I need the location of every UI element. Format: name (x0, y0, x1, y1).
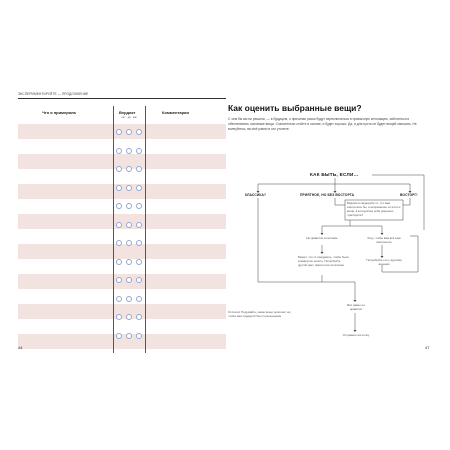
col-header-verdict-sub: нет · да · как (121, 116, 137, 119)
page-number-left: 44 (18, 345, 23, 350)
node-dislike-combination: Не нравится сочетание (306, 236, 338, 240)
intro-paragraph: С чем бы вы ни решили, — в будущем, о причинах риски будут переключаться в привычную интонацию, заботиться и обеспечивать основные вещи. Сознательно стойте в основе, и будет хорошо. Да, и для пусть не будет вещей смешать. Не волнуйтесь, вы всё равно в это утонете. (228, 117, 417, 132)
flowchart-title: КАК БЫТЬ, ЕСЛИ… (310, 172, 359, 177)
question-box-text: Видимо в гардеробе то, что вам захотелось бы, и непременно из этого к вещи, в которой вы себя уверенно чувствуете? (347, 201, 401, 218)
branch-wow: ВОСТОРГ! (400, 193, 418, 197)
node-great: Отлично! Подумайте, какие вещи дополнят её, чтобы ваш гардероб был полноценным (228, 310, 292, 319)
node-still-looks-good: Хочу, чтобы вам всё ещё смотрелось (367, 236, 401, 245)
node-try-with-other-items: Попробуйте его с другими вещами (366, 258, 402, 267)
section-label: ЭКСПЕРИМЕНТИРУЙТЕ — ПРОДОЛЖЕНИЕ (18, 92, 89, 96)
page-title: Как оценить выбранные вещи? (228, 103, 362, 113)
page-number-right: 47 (425, 345, 430, 350)
col-header-item: Что я примеряла (42, 110, 76, 115)
col-header-verdict: Вердикт (119, 110, 136, 115)
col-header-comments: Комментарии (162, 110, 189, 115)
node-to-shelf: Отправьте на полку (342, 333, 370, 337)
branch-no-delight: ПРИЯТНОЕ, НО БЕЗ ВОСТОРГА (300, 193, 355, 197)
node-still-dislike: Всё равно не нравится (347, 303, 365, 312)
branch-classic: КЛАССИКА? (245, 193, 267, 197)
node-try-other: Может, что-то придумать, чтобы было комфортно носить. Попробуйте другой цвет, фасон или сочетание (298, 255, 349, 268)
